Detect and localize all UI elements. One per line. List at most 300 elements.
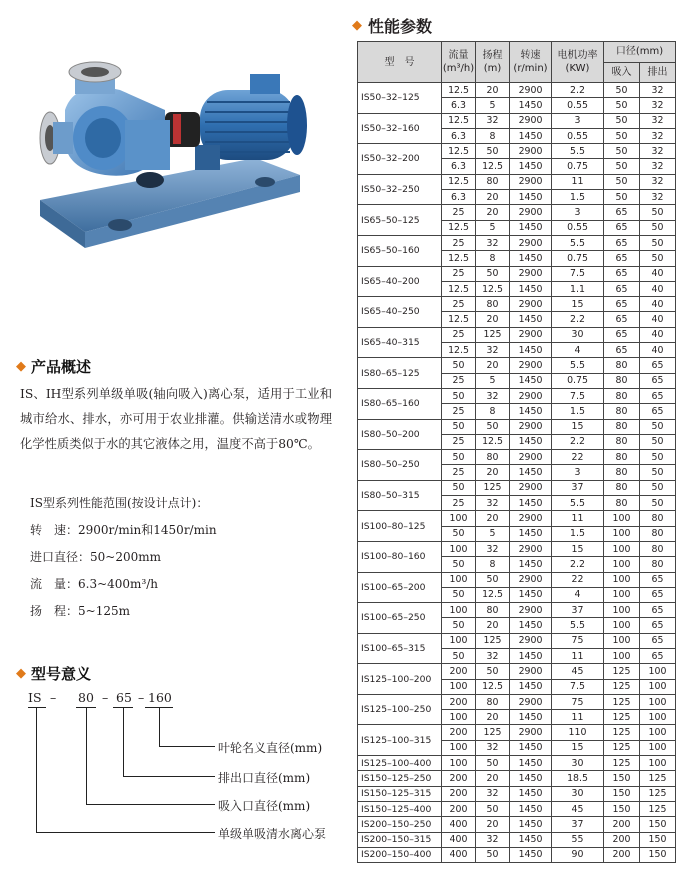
table-cell: 0.55 bbox=[552, 128, 604, 143]
table-cell: 32 bbox=[476, 541, 510, 556]
table-cell: 80 bbox=[640, 557, 676, 572]
table-cell: 1450 bbox=[510, 740, 552, 755]
model-part-impeller: 160 bbox=[148, 690, 172, 705]
model-cell: IS80–65–160 bbox=[358, 388, 442, 419]
table-cell: 80 bbox=[640, 526, 676, 541]
table-cell: 50 bbox=[640, 496, 676, 511]
model-part-outlet: 65 bbox=[116, 690, 132, 705]
table-cell: 11 bbox=[552, 174, 604, 189]
table-cell: 150 bbox=[604, 771, 640, 786]
model-cell: IS125–100–315 bbox=[358, 725, 442, 756]
table-cell: 200 bbox=[604, 832, 640, 847]
table-cell: 32 bbox=[476, 832, 510, 847]
table-cell: 1450 bbox=[510, 847, 552, 862]
model-cell: IS100–65–315 bbox=[358, 633, 442, 664]
table-cell: 100 bbox=[442, 572, 476, 587]
table-row bbox=[358, 113, 676, 128]
table-cell: 1450 bbox=[510, 281, 552, 296]
table-cell: 125 bbox=[604, 679, 640, 694]
table-cell: 1450 bbox=[510, 817, 552, 832]
table-row bbox=[358, 694, 676, 709]
table-cell: 15 bbox=[552, 297, 604, 312]
table-cell: 100 bbox=[442, 541, 476, 556]
table-cell: 4 bbox=[552, 587, 604, 602]
table-cell: 80 bbox=[604, 496, 640, 511]
table-cell: 50 bbox=[476, 266, 510, 281]
table-cell: 0.75 bbox=[552, 159, 604, 174]
col-header-outlet: 排出 bbox=[640, 62, 676, 83]
spec-head: 扬 程：5~125m bbox=[30, 604, 130, 618]
table-cell: 40 bbox=[640, 327, 676, 342]
table-cell: 2900 bbox=[510, 511, 552, 526]
table-cell: 65 bbox=[604, 235, 640, 250]
table-cell: 1.5 bbox=[552, 190, 604, 205]
diamond-bullet-icon: ◆ bbox=[16, 359, 26, 374]
table-cell: 32 bbox=[640, 190, 676, 205]
table-cell: 11 bbox=[552, 511, 604, 526]
table-cell: 8 bbox=[476, 557, 510, 572]
table-cell: 200 bbox=[442, 771, 476, 786]
table-cell: 100 bbox=[604, 648, 640, 663]
table-cell: 12.5 bbox=[442, 281, 476, 296]
table-cell: 5.5 bbox=[552, 618, 604, 633]
table-cell: 2900 bbox=[510, 358, 552, 373]
table-cell: 1450 bbox=[510, 648, 552, 663]
table-cell: 1450 bbox=[510, 343, 552, 358]
model-part-type: IS bbox=[28, 690, 42, 705]
table-cell: 20 bbox=[476, 710, 510, 725]
table-cell: 6.3 bbox=[442, 128, 476, 143]
table-cell: 3 bbox=[552, 113, 604, 128]
table-cell: 12.5 bbox=[476, 679, 510, 694]
performance-table-body bbox=[358, 83, 676, 863]
table-cell: 20 bbox=[476, 312, 510, 327]
table-cell: 32 bbox=[640, 174, 676, 189]
table-cell: 1450 bbox=[510, 618, 552, 633]
table-row bbox=[358, 174, 676, 189]
table-cell: 45 bbox=[552, 801, 604, 816]
table-cell: 32 bbox=[476, 740, 510, 755]
table-cell: 65 bbox=[604, 251, 640, 266]
table-cell: 1450 bbox=[510, 404, 552, 419]
table-cell: 50 bbox=[442, 587, 476, 602]
table-cell: 20 bbox=[476, 817, 510, 832]
table-cell: 50 bbox=[640, 419, 676, 434]
performance-table bbox=[357, 41, 676, 863]
table-cell: 2900 bbox=[510, 633, 552, 648]
table-cell: 80 bbox=[604, 450, 640, 465]
table-cell: 1450 bbox=[510, 159, 552, 174]
table-cell: 40 bbox=[640, 266, 676, 281]
table-cell: 22 bbox=[552, 572, 604, 587]
table-cell: 12.5 bbox=[442, 312, 476, 327]
table-cell: 2.2 bbox=[552, 83, 604, 98]
model-cell: IS65–50–160 bbox=[358, 235, 442, 266]
table-cell: 125 bbox=[640, 786, 676, 801]
col-header-model: 型 号 bbox=[358, 42, 442, 83]
table-cell: 80 bbox=[604, 388, 640, 403]
model-cell: IS150–125–400 bbox=[358, 801, 442, 816]
table-cell: 25 bbox=[442, 327, 476, 342]
table-cell: 2.2 bbox=[552, 434, 604, 449]
label-pump-type: 单级单吸清水离心泵 bbox=[218, 827, 327, 841]
table-cell: 50 bbox=[640, 235, 676, 250]
model-cell: IS200–150–250 bbox=[358, 817, 442, 832]
table-cell: 125 bbox=[476, 327, 510, 342]
diamond-bullet-icon: ◆ bbox=[352, 18, 362, 33]
table-cell: 6.3 bbox=[442, 159, 476, 174]
table-cell: 100 bbox=[442, 679, 476, 694]
table-cell: 37 bbox=[552, 603, 604, 618]
table-cell: 20 bbox=[476, 771, 510, 786]
table-row bbox=[358, 572, 676, 587]
table-cell: 1450 bbox=[510, 526, 552, 541]
table-cell: 5 bbox=[476, 220, 510, 235]
table-cell: 0.75 bbox=[552, 251, 604, 266]
table-cell: 5.5 bbox=[552, 358, 604, 373]
table-cell: 1450 bbox=[510, 801, 552, 816]
table-cell: 100 bbox=[640, 740, 676, 755]
table-cell: 80 bbox=[476, 174, 510, 189]
table-cell: 30 bbox=[552, 786, 604, 801]
table-cell: 125 bbox=[604, 756, 640, 771]
table-cell: 200 bbox=[604, 847, 640, 862]
table-cell: 2900 bbox=[510, 144, 552, 159]
table-cell: 20 bbox=[476, 511, 510, 526]
table-cell: 40 bbox=[640, 281, 676, 296]
model-meaning-heading: ◆ 型号意义 bbox=[16, 665, 92, 683]
table-cell: 65 bbox=[604, 266, 640, 281]
table-cell: 12.5 bbox=[442, 251, 476, 266]
table-cell: 50 bbox=[476, 572, 510, 587]
table-cell: 50 bbox=[442, 526, 476, 541]
performance-range bbox=[30, 490, 217, 625]
table-cell: 7.5 bbox=[552, 679, 604, 694]
table-cell: 32 bbox=[640, 159, 676, 174]
model-cell: IS100–80–125 bbox=[358, 511, 442, 542]
table-cell: 100 bbox=[604, 572, 640, 587]
model-meaning-diagram: IS – 80 – 65 – 160 叶轮名义直径(mm) 排出口直径(mm) 吸入口直径(mm) 单级单吸清水离心泵 bbox=[28, 690, 327, 841]
table-cell: 0.55 bbox=[552, 220, 604, 235]
table-cell: 1.5 bbox=[552, 526, 604, 541]
table-cell: 400 bbox=[442, 817, 476, 832]
table-row bbox=[358, 801, 676, 816]
table-cell: 50 bbox=[476, 756, 510, 771]
table-cell: 125 bbox=[640, 801, 676, 816]
table-cell: 1450 bbox=[510, 220, 552, 235]
table-row bbox=[358, 235, 676, 250]
table-cell: 65 bbox=[604, 220, 640, 235]
table-cell: 2900 bbox=[510, 205, 552, 220]
table-row bbox=[358, 603, 676, 618]
table-cell: 50 bbox=[476, 664, 510, 679]
table-cell: 400 bbox=[442, 832, 476, 847]
table-cell: 40 bbox=[640, 312, 676, 327]
model-cell: IS125–100–200 bbox=[358, 664, 442, 695]
table-cell: 100 bbox=[442, 740, 476, 755]
table-cell: 100 bbox=[640, 710, 676, 725]
table-cell: 50 bbox=[476, 801, 510, 816]
table-cell: 2900 bbox=[510, 694, 552, 709]
table-cell: 80 bbox=[476, 694, 510, 709]
table-cell: 1450 bbox=[510, 128, 552, 143]
table-cell: 25 bbox=[442, 297, 476, 312]
table-row bbox=[358, 511, 676, 526]
table-cell: 15 bbox=[552, 419, 604, 434]
table-cell: 100 bbox=[442, 710, 476, 725]
table-cell: 50 bbox=[640, 251, 676, 266]
table-cell: 1450 bbox=[510, 710, 552, 725]
table-cell: 25 bbox=[442, 496, 476, 511]
table-cell: 80 bbox=[604, 373, 640, 388]
table-cell: 125 bbox=[640, 771, 676, 786]
table-cell: 200 bbox=[442, 694, 476, 709]
model-cell: IS150–125–315 bbox=[358, 786, 442, 801]
table-cell: 100 bbox=[640, 664, 676, 679]
table-cell: 50 bbox=[604, 190, 640, 205]
table-row bbox=[358, 83, 676, 98]
table-cell: 150 bbox=[640, 847, 676, 862]
table-cell: 12.5 bbox=[442, 113, 476, 128]
table-row bbox=[358, 633, 676, 648]
col-header-power: 电机功率 (KW) bbox=[552, 42, 604, 83]
model-cell: IS50–32–250 bbox=[358, 174, 442, 205]
overview-heading: ◆ 产品概述 bbox=[16, 358, 92, 376]
table-row bbox=[358, 832, 676, 847]
table-cell: 100 bbox=[604, 633, 640, 648]
table-cell: 1450 bbox=[510, 465, 552, 480]
table-row bbox=[358, 205, 676, 220]
table-cell: 100 bbox=[442, 511, 476, 526]
table-cell: 6.3 bbox=[442, 98, 476, 113]
table-cell: 50 bbox=[640, 220, 676, 235]
table-cell: 2900 bbox=[510, 480, 552, 495]
table-cell: 40 bbox=[640, 343, 676, 358]
table-cell: 1450 bbox=[510, 756, 552, 771]
table-row bbox=[358, 450, 676, 465]
table-cell: 125 bbox=[476, 480, 510, 495]
table-cell: 15 bbox=[552, 541, 604, 556]
table-cell: 80 bbox=[640, 511, 676, 526]
table-cell: 80 bbox=[604, 465, 640, 480]
table-cell: 2.2 bbox=[552, 557, 604, 572]
table-cell: 1450 bbox=[510, 679, 552, 694]
table-cell: 2900 bbox=[510, 450, 552, 465]
table-cell: 50 bbox=[640, 450, 676, 465]
table-cell: 65 bbox=[640, 373, 676, 388]
table-row bbox=[358, 144, 676, 159]
table-cell: 65 bbox=[640, 587, 676, 602]
model-cell: IS50–32–200 bbox=[358, 144, 442, 175]
table-cell: 100 bbox=[604, 618, 640, 633]
table-cell: 80 bbox=[604, 480, 640, 495]
table-cell: 12.5 bbox=[476, 281, 510, 296]
model-cell: IS100–65–250 bbox=[358, 603, 442, 634]
table-cell: 80 bbox=[604, 419, 640, 434]
table-cell: 1.1 bbox=[552, 281, 604, 296]
label-inlet-diameter: 吸入口直径(mm) bbox=[218, 799, 311, 813]
table-cell: 50 bbox=[604, 113, 640, 128]
model-cell: IS200–150–315 bbox=[358, 832, 442, 847]
table-cell: 65 bbox=[640, 633, 676, 648]
table-row bbox=[358, 756, 676, 771]
table-cell: 65 bbox=[640, 572, 676, 587]
table-cell: 20 bbox=[476, 465, 510, 480]
table-cell: 75 bbox=[552, 633, 604, 648]
table-cell: 7.5 bbox=[552, 266, 604, 281]
table-cell: 125 bbox=[604, 740, 640, 755]
table-cell: 65 bbox=[640, 603, 676, 618]
table-row bbox=[358, 725, 676, 740]
table-cell: 1450 bbox=[510, 190, 552, 205]
table-cell: 80 bbox=[604, 358, 640, 373]
table-cell: 25 bbox=[442, 373, 476, 388]
table-cell: 1450 bbox=[510, 771, 552, 786]
table-cell: 80 bbox=[604, 404, 640, 419]
table-cell: 32 bbox=[640, 144, 676, 159]
table-cell: 65 bbox=[604, 312, 640, 327]
table-cell: 45 bbox=[552, 664, 604, 679]
table-cell: 12.5 bbox=[442, 220, 476, 235]
model-cell: IS100–80–160 bbox=[358, 541, 442, 572]
table-cell: 50 bbox=[604, 128, 640, 143]
table-cell: 2.2 bbox=[552, 312, 604, 327]
table-cell: 125 bbox=[604, 664, 640, 679]
table-cell: 1450 bbox=[510, 587, 552, 602]
table-cell: 20 bbox=[476, 358, 510, 373]
table-cell: 12.5 bbox=[476, 159, 510, 174]
table-cell: 37 bbox=[552, 817, 604, 832]
table-cell: 12.5 bbox=[442, 174, 476, 189]
col-header-flow: 流量 (m³/h) bbox=[442, 42, 476, 83]
table-cell: 50 bbox=[640, 465, 676, 480]
table-cell: 5.5 bbox=[552, 144, 604, 159]
col-header-inlet: 吸入 bbox=[604, 62, 640, 83]
table-cell: 0.75 bbox=[552, 373, 604, 388]
table-cell: 50 bbox=[442, 618, 476, 633]
model-cell: IS65–40–200 bbox=[358, 266, 442, 297]
table-cell: 20 bbox=[476, 190, 510, 205]
table-cell: 2900 bbox=[510, 541, 552, 556]
table-cell: 3 bbox=[552, 205, 604, 220]
table-cell: 5.5 bbox=[552, 235, 604, 250]
table-cell: 100 bbox=[640, 694, 676, 709]
table-cell: 32 bbox=[476, 113, 510, 128]
table-cell: 100 bbox=[442, 756, 476, 771]
table-cell: 32 bbox=[476, 388, 510, 403]
table-cell: 65 bbox=[604, 297, 640, 312]
table-cell: 110 bbox=[552, 725, 604, 740]
table-cell: 1450 bbox=[510, 832, 552, 847]
table-cell: 1450 bbox=[510, 786, 552, 801]
col-header-head: 扬程 (m) bbox=[476, 42, 510, 83]
pump-product-image bbox=[25, 50, 325, 265]
table-cell: 150 bbox=[640, 832, 676, 847]
table-cell: 125 bbox=[604, 710, 640, 725]
table-cell: 50 bbox=[604, 98, 640, 113]
model-cell: IS50–32–125 bbox=[358, 83, 442, 114]
table-row bbox=[358, 786, 676, 801]
table-cell: 50 bbox=[640, 434, 676, 449]
model-cell: IS150–125–250 bbox=[358, 771, 442, 786]
model-cell: IS125–100–400 bbox=[358, 756, 442, 771]
model-part-inlet: 80 bbox=[78, 690, 94, 705]
table-cell: 100 bbox=[604, 587, 640, 602]
table-cell: 2900 bbox=[510, 83, 552, 98]
table-cell: 100 bbox=[604, 511, 640, 526]
range-title: IS型系列性能范围(按设计点计)： bbox=[30, 496, 209, 510]
table-cell: 50 bbox=[604, 83, 640, 98]
table-cell: 25 bbox=[442, 434, 476, 449]
model-cell: IS65–40–315 bbox=[358, 327, 442, 358]
table-cell: 65 bbox=[640, 618, 676, 633]
table-cell: 2900 bbox=[510, 174, 552, 189]
col-header-port: 口径(mm) bbox=[604, 42, 676, 63]
table-cell: 40 bbox=[640, 297, 676, 312]
table-row bbox=[358, 541, 676, 556]
table-cell: 65 bbox=[604, 205, 640, 220]
table-cell: 150 bbox=[604, 786, 640, 801]
table-cell: 15 bbox=[552, 740, 604, 755]
table-row bbox=[358, 847, 676, 862]
table-cell: 30 bbox=[552, 327, 604, 342]
table-cell: 100 bbox=[442, 633, 476, 648]
table-cell: 20 bbox=[476, 205, 510, 220]
table-cell: 100 bbox=[604, 557, 640, 572]
table-cell: 125 bbox=[604, 725, 640, 740]
table-cell: 18.5 bbox=[552, 771, 604, 786]
table-cell: 100 bbox=[640, 725, 676, 740]
table-cell: 5 bbox=[476, 373, 510, 388]
performance-heading: ◆ 性能参数 bbox=[352, 17, 433, 36]
table-cell: 37 bbox=[552, 480, 604, 495]
table-cell: 20 bbox=[476, 83, 510, 98]
col-header-speed: 转速 (r/min) bbox=[510, 42, 552, 83]
table-cell: 12.5 bbox=[476, 587, 510, 602]
table-cell: 2900 bbox=[510, 664, 552, 679]
table-cell: 0.55 bbox=[552, 98, 604, 113]
table-cell: 50 bbox=[442, 358, 476, 373]
table-cell: 2900 bbox=[510, 235, 552, 250]
table-cell: 25 bbox=[442, 205, 476, 220]
table-row bbox=[358, 327, 676, 342]
table-cell: 55 bbox=[552, 832, 604, 847]
table-cell: 65 bbox=[640, 358, 676, 373]
table-cell: 50 bbox=[442, 419, 476, 434]
table-cell: 1.5 bbox=[552, 404, 604, 419]
table-cell: 200 bbox=[442, 725, 476, 740]
table-row bbox=[358, 664, 676, 679]
table-cell: 100 bbox=[640, 679, 676, 694]
table-cell: 1450 bbox=[510, 373, 552, 388]
table-cell: 2900 bbox=[510, 603, 552, 618]
table-cell: 12.5 bbox=[442, 144, 476, 159]
table-cell: 5 bbox=[476, 526, 510, 541]
table-cell: 7.5 bbox=[552, 388, 604, 403]
model-cell: IS65–50–125 bbox=[358, 205, 442, 236]
model-cell: IS50–32–160 bbox=[358, 113, 442, 144]
table-cell: 50 bbox=[476, 419, 510, 434]
table-cell: 2900 bbox=[510, 113, 552, 128]
model-cell: IS65–40–250 bbox=[358, 297, 442, 328]
table-cell: 200 bbox=[442, 786, 476, 801]
table-cell: 30 bbox=[552, 756, 604, 771]
model-cell: IS80–50–200 bbox=[358, 419, 442, 450]
model-cell: IS125–100–250 bbox=[358, 694, 442, 725]
overview-description bbox=[20, 382, 332, 457]
table-cell: 100 bbox=[604, 526, 640, 541]
table-cell: 2900 bbox=[510, 572, 552, 587]
